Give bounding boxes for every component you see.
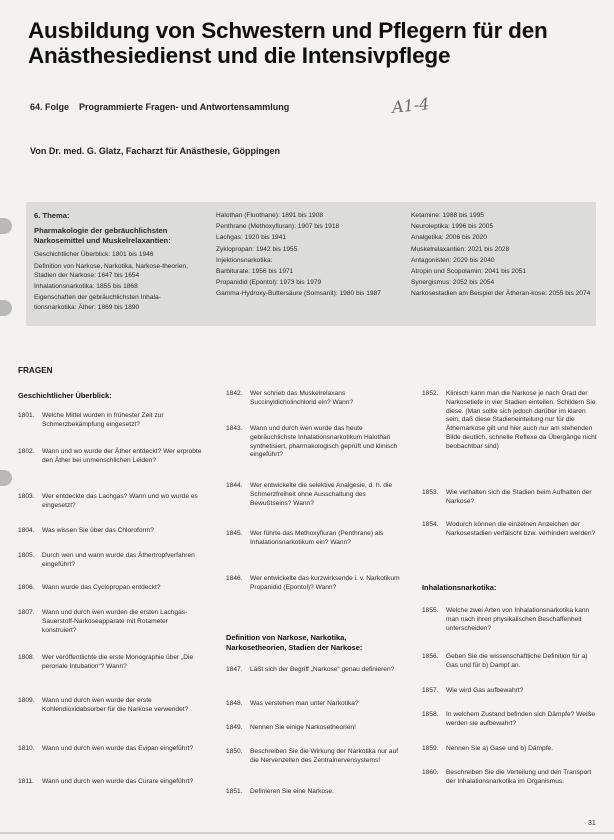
question-number: 1849. xyxy=(226,724,243,731)
topic-item: Halothan (Fluothane): 1891 bis 1908 xyxy=(216,212,324,219)
question-number: 1809. xyxy=(18,697,35,704)
question-text: Wer schrieb das Muskelrelaxans Succinyldicholinchlorid ein? Wann? xyxy=(250,390,354,406)
question-number: 1857. xyxy=(422,687,439,694)
topic-item: Injektionsnarkotika: xyxy=(216,256,273,264)
section-heading: Definition von Narkose, Narkotika, Narkosetheorien, Stadien der Narkose: xyxy=(226,633,363,652)
question-text: Wann wurde das Cyclopropan entdeckt? xyxy=(42,584,161,591)
question-number: 1847. xyxy=(226,666,243,673)
question-text: Wann und wo wurde der Äther entdeckt? Wer erprobte den Äther bei unmenschlichen Leiden? xyxy=(42,448,202,464)
question-number: 1844. xyxy=(226,482,243,489)
question-text: Wer führte das Methoxyfluran (Penthrane) als Inhalationsnarkotikum ein? Wann? xyxy=(250,530,384,546)
question-number: 1811. xyxy=(18,778,35,785)
topic-box xyxy=(26,202,596,326)
punch-hole xyxy=(0,470,12,486)
section-heading: Geschichtlicher Überblick: xyxy=(18,391,112,400)
question-text: Welche zwei Arten von Inhalationsnarkotika kann man nach ihren physikalischen Beschaffenheit unterscheiden? xyxy=(446,607,590,632)
question-number: 1804. xyxy=(18,527,35,534)
question-number: 1854. xyxy=(422,521,439,528)
question-text: Was wissen Sie über das Chloroform? xyxy=(42,527,154,534)
question-text: Klinisch kann man die Narkose je nach Grad der Narkosetiefe in vier Stadien einteilen. Schildern Sie diese. (Man sollte sich jedoch darüber im klaren sein, daß diese Stadieneinteilung nur für die Äthernarkose gilt und hier auch nur am stehenden Bilde deutlich, schnelle Reflexe da Übergänge nicht beobachtbar sind) xyxy=(446,390,597,450)
topic-item: Geschichtlicher Überblick: 1801 bis 1946 xyxy=(34,251,154,259)
question-number: 1802. xyxy=(18,448,35,455)
article-title: Ausbildung von Schwestern und Pflegern für den Anästhesiedienst und die Intensivpflege xyxy=(28,18,548,68)
question-number: 1859. xyxy=(422,745,439,752)
topic-item: Synergismus: 2052 bis 2054 xyxy=(411,279,495,287)
question-number: 1850. xyxy=(226,748,243,755)
topic-item: Propanidid (Epontol): 1973 bis 1979 xyxy=(216,279,322,287)
question-number: 1808. xyxy=(18,654,35,661)
question-number: 1807. xyxy=(18,609,35,616)
question-number: 1856. xyxy=(422,653,439,660)
question-text: Was verstehen man unter Narkotika? xyxy=(250,700,359,707)
topic-item: Narkosestadien am Beispiel der Ätheran-kose: 2055 bis 2074 xyxy=(411,290,591,298)
topic-item: Gamma-Hydroxy-Buttersäure (Somsanit): 1980 bis 1987 xyxy=(216,290,381,298)
question-number: 1806. xyxy=(18,584,35,591)
question-text: Wie verhalten sich die Stadien beim Aufhalten der Narkose? xyxy=(446,489,592,505)
question-number: 1810. xyxy=(18,745,35,752)
question-text: Wie wird Gas aufbewahrt? xyxy=(446,687,524,694)
series-line xyxy=(30,102,289,112)
question-text: Wann und durch wen wurde das Curare eingeführt? xyxy=(42,778,194,785)
fragen-heading: FRAGEN xyxy=(18,366,53,375)
question-number: 1805. xyxy=(18,552,35,559)
topic-item: Zyklopropan: 1942 bis 1955 xyxy=(216,245,298,253)
question-text: Wann und durch wen wurde der erste Kohlendioxidabsorber für die Narkose verwendet? xyxy=(42,697,189,713)
question-number: 1853. xyxy=(422,489,439,496)
question-text: Wer entwickelte das kurzwirksende i. v. Narkotikum Propanidid (Epontol)? Wann? xyxy=(250,575,400,591)
punch-hole xyxy=(0,218,12,234)
topic-item: Lachgas: 1920 bis 1941 xyxy=(216,234,287,242)
question-text: Wer entwickelte die selektive Analgesie, d. h. die Schmerzfreiheit ohne Ausschaltung des Bewußtseins? Wann? xyxy=(250,482,393,507)
question-text: Welche Mittel wurden in frühester Zeit zur Schmerzbekämpfung eingesetzt? xyxy=(42,412,164,428)
question-text: Wer veröffentlichte die erste Monographie über „Die peroriale Intubation“? Wann? xyxy=(42,654,194,670)
topic-item: Analgetika: 2006 bis 2020 xyxy=(411,234,487,242)
topic-column-3 xyxy=(411,211,591,301)
question-text: Wodurch können die einzelnen Anzeichen der Narkosestadien verfälscht bzw. verhindert werden? xyxy=(446,521,596,537)
question-text: Läßt sich der Begriff „Narkose“ genau definieren? xyxy=(250,666,395,673)
question-number: 1845. xyxy=(226,530,243,537)
question-text: In welchem Zustand befinden sich Dämpfe? Weiße werden sie aufbewahrt? xyxy=(446,711,596,727)
question-text: Wann und durch wen wurden die ersten Lachgas-Sauerstoff-Narkoseapparate mit Rotameter konstruiert? xyxy=(42,609,188,634)
question-number: 1846. xyxy=(226,575,243,582)
section-heading: Inhalationsnarkotika: xyxy=(422,583,497,592)
topic-item: Penthrane (Methoxyfluran): 1907 bis 1918 xyxy=(216,223,340,231)
question-text: Wer entdeckte das Lachgas? Wann und wo wurde es eingesetzt? xyxy=(42,493,198,509)
question-number: 1851. xyxy=(226,788,243,795)
question-number: 1803. xyxy=(18,493,35,500)
bottom-rule xyxy=(0,832,614,834)
question-number: 1852. xyxy=(422,390,439,397)
question-text: Geben Sie die wissenschaftliche Definition für a) Gas und für b) Dampf an. xyxy=(446,653,588,669)
question-number: 1843. xyxy=(226,425,243,432)
topic-item: Ketamine: 1988 bis 1995 xyxy=(411,212,484,219)
question-text: Wann und durch wen wurde das Evipan eingeführt? xyxy=(42,745,194,752)
page-number: 31 xyxy=(588,820,596,827)
question-text: Nennen Sie a) Gase und b) Dämpfe. xyxy=(446,745,554,752)
question-text: Durch wen und wann wurde das Äthertropfverfahren eingeführt? xyxy=(42,552,195,568)
question-text: Beschreiben Sie die Verteilung und den Transport der Inhalationsnarkotika im Organismus. xyxy=(446,769,592,785)
topic-item: Inhalationsnarkotika: 1855 bis 1868 xyxy=(34,283,138,291)
topic-column-1 xyxy=(34,211,192,314)
question-text: Nennen Sie einige Narkosetheorien! xyxy=(250,724,356,731)
question-text: Wann und durch wen wurde das heute gebräuchlichste Inhalationsnarkotikum Halothan synthetisiert, pharmakologisch geprüft und klinisch eingeführt? xyxy=(250,425,398,459)
topic-subject: Pharmakologie der gebräuchlichsten Narkosemittel und Muskelrelaxantien: xyxy=(34,226,171,246)
topic-item: Atropin und Scopolamin: 2041 bis 2051 xyxy=(411,267,527,275)
topic-heading: 6. Thema: xyxy=(34,211,70,220)
series-title: Programmierte Fragen- und Antwortensammlung xyxy=(79,102,290,112)
series-number: 64. Folge xyxy=(30,102,70,112)
question-number: 1860. xyxy=(422,769,439,776)
question-text: Definieren Sie eine Narkose. xyxy=(250,788,334,795)
question-number: 1855. xyxy=(422,607,439,614)
topic-item: Barbiturate: 1956 bis 1971 xyxy=(216,267,294,275)
topic-column-2 xyxy=(216,211,401,301)
topic-item: Muskelrelaxantien: 2021 bis 2028 xyxy=(411,245,510,253)
question-number: 1858. xyxy=(422,711,439,718)
topic-item: Eigenschaften der gebräuchlichsten Inhala-tionsnarkotika: Äther: 1869 bis 1890 xyxy=(34,294,161,311)
topic-item: Antagonisten: 2029 bis 2040 xyxy=(411,256,495,264)
handwritten-note: A1-4 xyxy=(391,94,431,117)
question-number: 1848. xyxy=(226,700,243,707)
question-number: 1801. xyxy=(18,412,35,419)
topic-item: Definition von Narkose, Narkotika, Narkose-theorien, Stadien der Narkose: 1647 bis 1654 xyxy=(34,262,188,279)
punch-hole xyxy=(0,300,12,316)
topic-item: Neuroleptika: 1996 bis 2005 xyxy=(411,223,494,231)
author-line: Von Dr. med. G. Glatz, Facharzt für Anästhesie, Göppingen xyxy=(30,146,281,156)
question-text: Beschreiben Sie die Wirkung der Narkotika nur auf die Nervenzellen des Zentralnervensystems! xyxy=(250,748,399,764)
question-number: 1842. xyxy=(226,390,243,397)
